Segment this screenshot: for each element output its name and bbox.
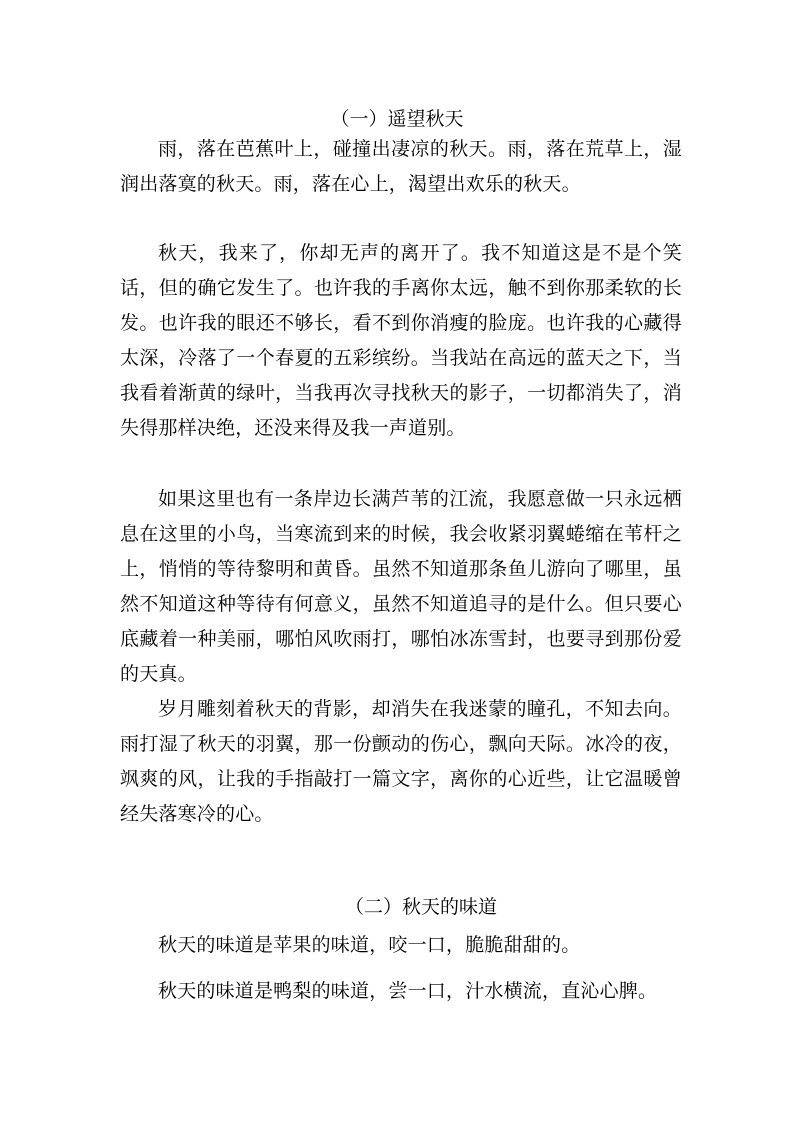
section-1-heading: （一）遥望秋天 [330, 108, 464, 130]
section-1-paragraph-2: 秋天，我来了，你却无声的离开了。我不知道这是不是个笑话，但的确它发生了。也许我的手离你太远，触不到你那柔软的长发。也许我的眼还不够长，看不到你消瘦的脸庞。也许我的心藏得太深，冷落了一个春夏的五彩缤纷。当我站在高远的蓝天之下，当我看着渐黄的绿叶，当我再次寻找秋天的影子，一切都消失了，消失得那样决绝，还没来得及我一声道别。 [120, 242, 682, 439]
section-1-paragraph-4: 岁月雕刻着秋天的背影，却消失在我迷蒙的瞳孔，不知去向。雨打湿了秋天的羽翼，那一份颤动的伤心，飘向天际。冰冷的夜，飒爽的风，让我的手指敲打一篇文字，离你的心近些，让它温暖曾经失落寒冷的心。 [120, 698, 682, 825]
section-1-paragraph-1: 雨，落在芭蕉叶上，碰撞出凄凉的秋天。雨，落在荒草上，湿润出落寞的秋天。雨，落在心上，渴望出欢乐的秋天。 [120, 138, 682, 195]
section-2-heading: （二）秋天的味道 [344, 896, 497, 918]
section-2-paragraph-2: 秋天的味道是鸭梨的味道，尝一口，汁水横流，直沁心脾。 [158, 980, 658, 1002]
section-1-paragraph-3: 如果这里也有一条岸边长满芦苇的江流，我愿意做一只永远栖息在这里的小鸟，当寒流到来的时候，我会收紧羽翼蜷缩在苇杆之上，悄悄的等待黎明和黄昏。虽然不知道那条鱼儿游向了哪里，虽然不知道这种等待有何意义，虽然不知道追寻的是什么。但只要心底藏着一种美丽，哪怕风吹雨打，哪怕冰冻雪封，也要寻到那份爱的天真。 [120, 488, 682, 685]
section-2-paragraph-1: 秋天的味道是苹果的味道，咬一口，脆脆甜甜的。 [158, 934, 581, 956]
